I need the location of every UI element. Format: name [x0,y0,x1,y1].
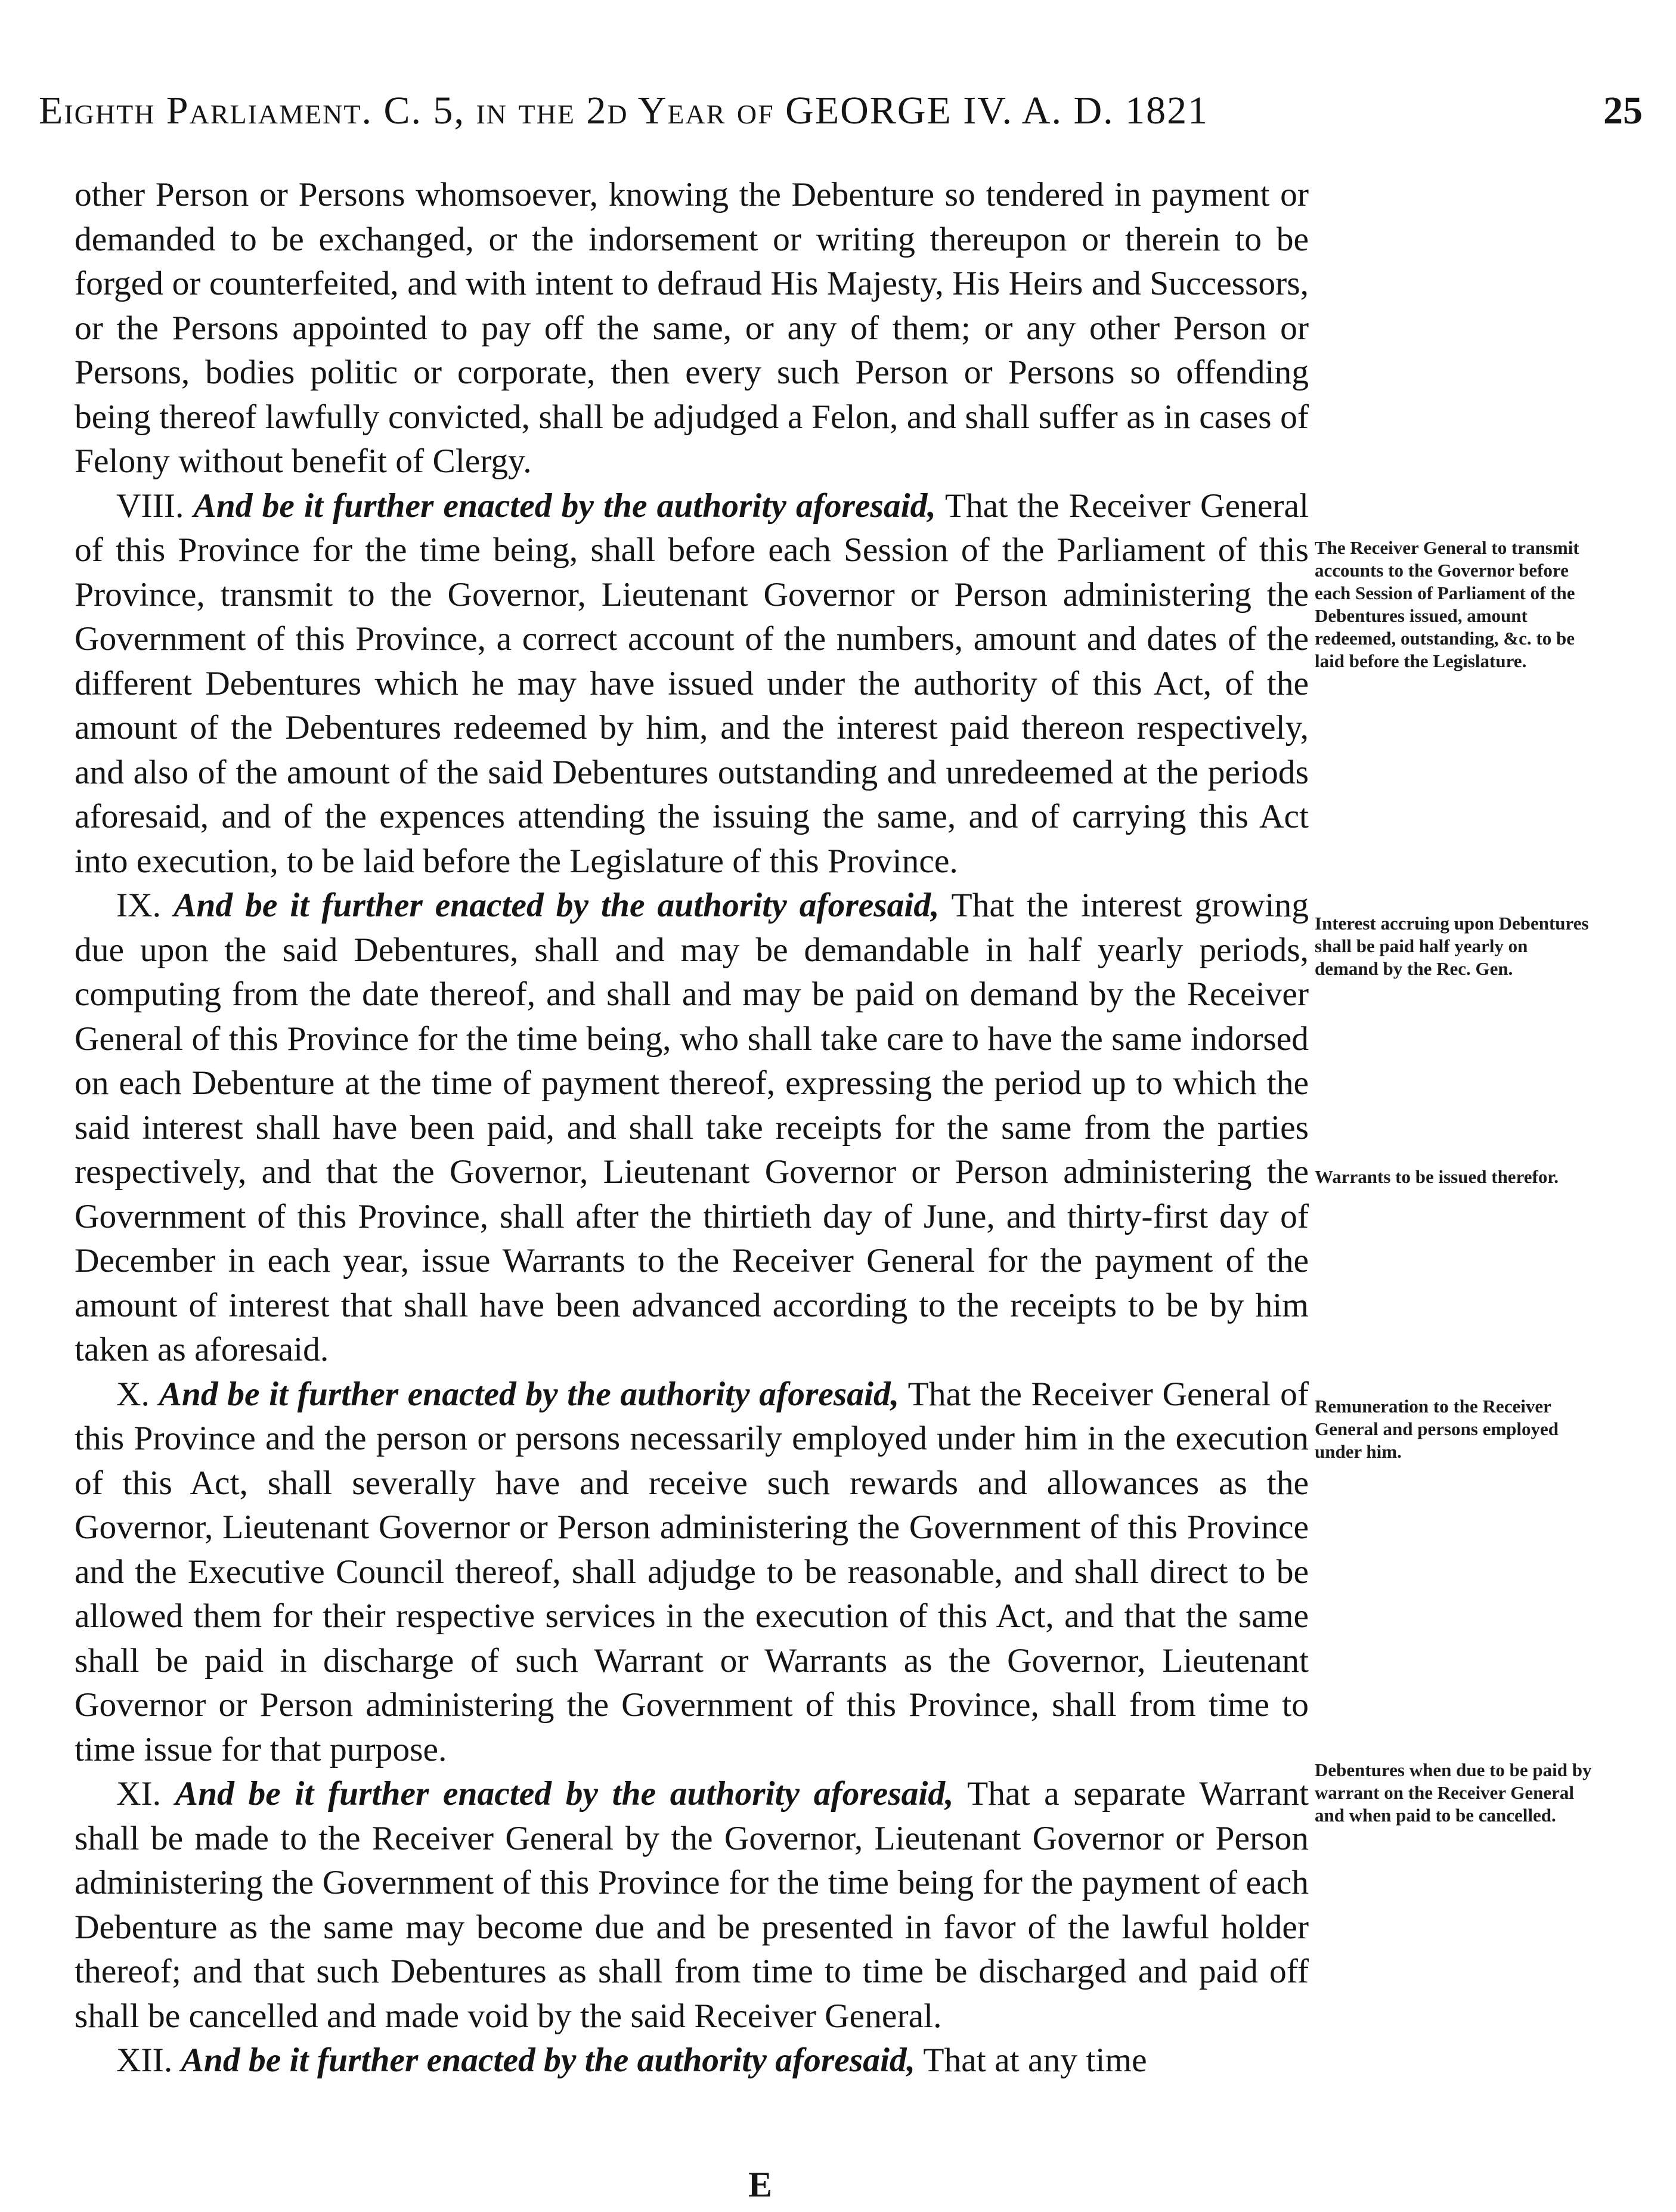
enacting-clause: And be it further enacted by the authority aforesaid, [193,487,936,525]
section-number: IX. [116,887,162,924]
section-text: That the interest growing due upon the said Debentures, shall and may be demandable in half yearly periods, computing from the date thereof, and shall and may be paid on demand by the Receiver General of this Province for the time being, who shall take care to have the same indorsed on each Debenture at the time of payment thereof, expressing the period up to which the said interest shall have been paid, and shall take receipts for the same from the parties respectively, and that the Governor, Lieutenant Governor or Person administering the Government of this Province, shall after the thirtieth day of June, and thirty-first day of December in each year, issue Warrants to the Receiver General for the payment of the amount of interest that shall have been advanced according to the receipts to be by him taken as aforesaid. [75,887,1309,1368]
margin-note-interest: Interest accruing upon Debentures shall be paid half yearly on demand by the Rec. Gen. [1315,913,1589,979]
section-ix [75,884,1309,1373]
margin-note-warrants: Warrants to be issued therefor. [1315,1166,1559,1187]
section-text: That the Receiver General of this Province and the person or persons necessarily employed under him in the execution of this Act, shall severally have and receive such rewards and allowances as the Governor, Lieutenant Governor or Person administering the Government of this Province and the Executive Council thereof, shall adjudge to be reasonable, and shall direct to be allowed them for their respective services in the execution of this Act, and that the same shall be paid in discharge of such Warrant or Warrants as the Governor, Lieutenant Governor or Person administering the Government of this Province, shall from time to time issue for that purpose. [75,1375,1309,1768]
page-number: 25 [1603,89,1643,132]
section-number: XI. [116,1775,162,1813]
main-text [75,173,1309,2083]
running-header [39,88,1643,142]
enacting-clause: And be it further enacted by the authority aforesaid, [159,1375,900,1413]
section-x [75,1373,1309,1773]
paragraph-continued: other Person or Persons whomsoever, knowing the Debenture so tendered in payment or demanded to be exchanged, or the indorsement or writing thereupon or therein to be forged or counterfeited, and with intent to defraud His Majesty, His Heirs and Successors, or the Persons appointed to pay off the same, or any of them; or any other Person or Persons, bodies politic or corporate, then every such Person or Persons so offending being thereof lawfully convicted, shall be adjudged a Felon, and shall suffer as in cases of Felony without benefit of Clergy. [75,176,1309,480]
section-xii [75,2038,1309,2083]
enacting-clause: And be it further enacted by the authority aforesaid, [181,2041,916,2079]
section-text: That a separate Warrant shall be made to the Receiver General by the Governor, Lieutenant Governor or Person administering the Government of this Province for the time being for the payment of each Debenture as the same may become due and be presented in favor of the lawful holder thereof; and that such Debentures as shall from time to time be discharged and paid off shall be cancelled and made void by the said Receiver General. [75,1775,1309,2035]
margin-note-debentures-due: Debentures when due to be paid by warrant on the Receiver General and when paid to be cancelled. [1315,1759,1592,1826]
header-title: Eighth Parliament. C. 5, in the 2d Year of GEORGE IV. A. D. 1821 [39,89,1209,132]
section-number: VIII. [116,487,184,525]
section-number: X. [116,1375,150,1413]
signature-mark: E [748,2165,773,2204]
margin-note-receiver-accounts: The Receiver General to transmit accounts to the Governor before each Session of Parliament of the Debentures issued, amount redeemed, outstanding, &c. to be laid before the Legislature. [1315,537,1579,671]
margin-note-remuneration: Remuneration to the Receiver General and persons employed under him. [1315,1396,1559,1462]
enacting-clause: And be it further enacted by the authority aforesaid, [175,1775,954,1813]
section-xi [75,1772,1309,2038]
section-viii [75,484,1309,884]
section-number: XII. [116,2041,173,2079]
section-text: That the Receiver General of this Province for the time being, shall before each Session of the Parliament of this Province, transmit to the Governor, Lieutenant Governor or Person administering the Government of this Province, a correct account of the numbers, amount and dates of the different Debentures which he may have issued under the authority of this Act, of the amount of the Debentures redeemed by him, and the interest paid thereon respectively, and also of the amount of the said Debentures outstanding and unredeemed at the periods aforesaid, and of the expences attending the issuing the same, and of carrying this Act into execution, to be laid before the Legislature of this Province. [75,487,1309,880]
enacting-clause: And be it further enacted by the authority aforesaid, [174,887,940,924]
section-text: That at any time [923,2041,1147,2079]
